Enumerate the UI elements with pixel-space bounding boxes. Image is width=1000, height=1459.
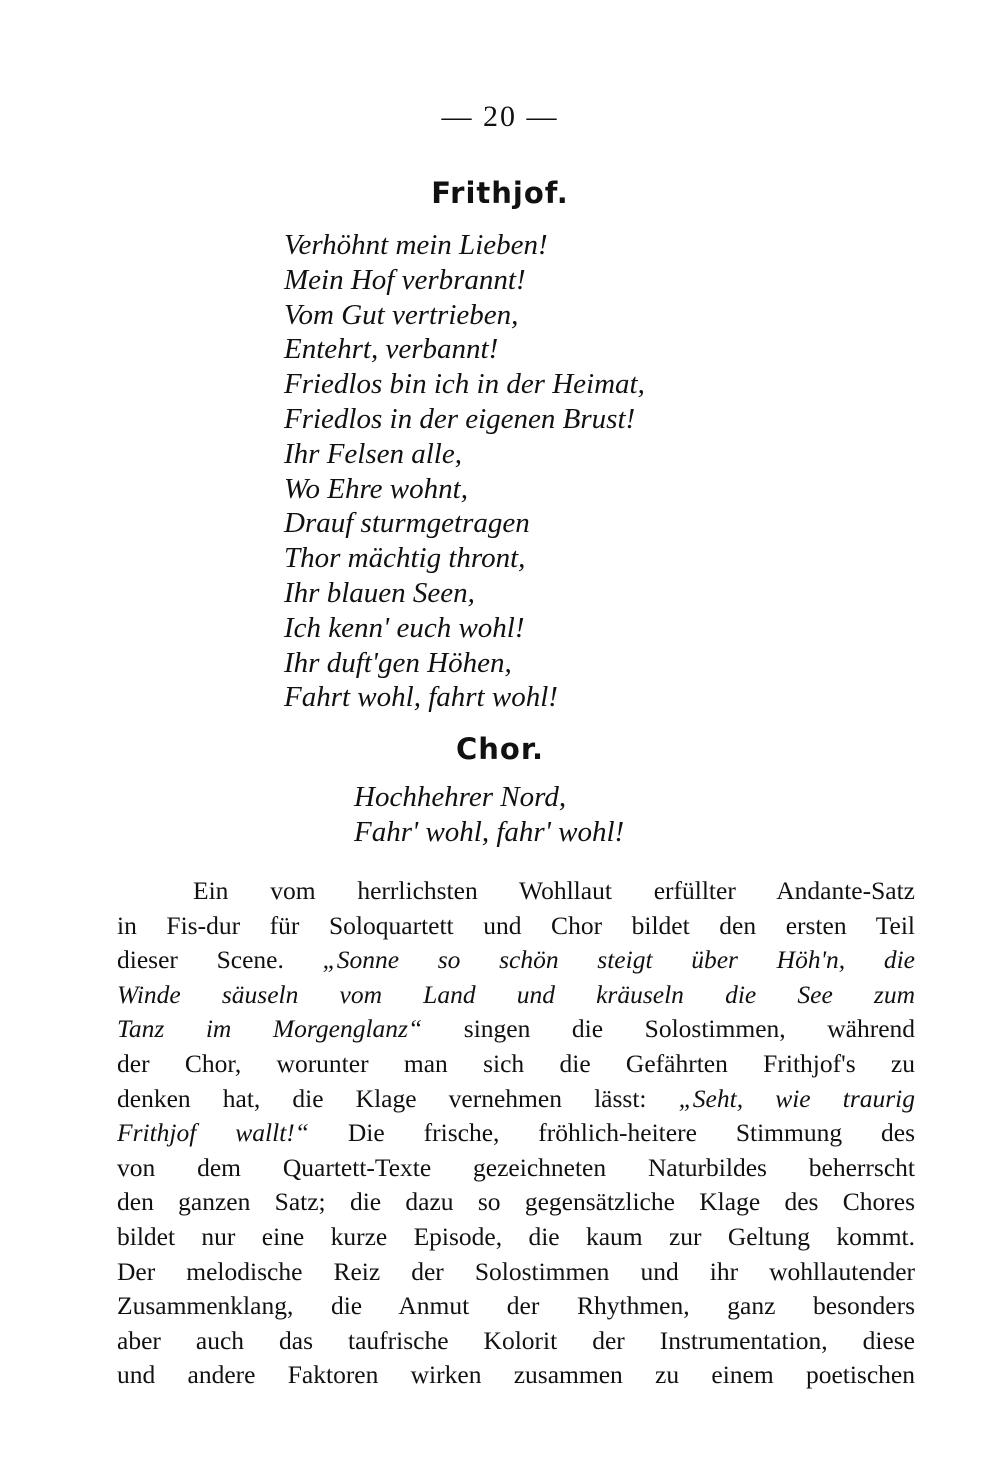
verse-line: Thor mächtig thront, — [284, 542, 526, 575]
prose-line — [117, 1185, 915, 1220]
prose-line — [117, 1082, 915, 1117]
verse-line: Vom Gut vertrieben, — [284, 298, 519, 331]
verse-line: Verhöhnt mein Lieben! — [284, 229, 548, 261]
prose-line — [117, 943, 915, 978]
quoted-lyric: „Seht, wie traurig — [678, 1083, 916, 1113]
prose-paragraph — [117, 874, 915, 1393]
prose-line — [117, 1047, 915, 1082]
verse-line: Mein Hof verbrannt! — [284, 263, 526, 296]
quoted-lyric: Tanz im Morgenglanz“ — [117, 1014, 423, 1044]
speaker-heading-chor: Chor. — [455, 732, 545, 766]
prose-line — [117, 874, 915, 909]
verse-chor — [354, 780, 624, 850]
prose-line — [117, 909, 915, 944]
speaker-heading-frithjof: Frithjof. — [431, 176, 569, 210]
prose-line — [117, 1255, 915, 1290]
quoted-lyric: „Sonne so schön steigt über Höh'n, die — [322, 945, 915, 975]
verse-line: Fahr' wohl, fahr' wohl! — [354, 815, 625, 848]
prose-text: Ein vom herrlichsten Wohllaut erfüllter Andante-Satz — [193, 876, 915, 905]
prose-text: von dem Quartett-Texte gezeichneten Naturbildes beherrscht — [117, 1152, 915, 1182]
verse-line: Drauf sturmgetragen — [284, 507, 530, 540]
prose-text: bildet nur eine kurze Episode, die kaum zur Geltung kommt. — [117, 1221, 915, 1251]
quoted-lyric: Frithjof wallt!“ — [117, 1118, 309, 1148]
prose-line — [117, 978, 915, 1013]
prose-line — [117, 1151, 915, 1186]
verse-line: Hochhehrer Nord, — [354, 781, 567, 813]
quoted-lyric: Winde säuseln vom Land und kräuseln die See zum — [117, 979, 915, 1009]
verse-line: Ihr Felsen alle, — [284, 437, 462, 470]
page-number: — 20 — — [441, 100, 559, 133]
prose-line — [117, 1324, 915, 1359]
prose-text: Zusammenklang, die Anmut der Rhythmen, ganz besonders — [117, 1291, 915, 1321]
verse-line: Ihr blauen Seen, — [284, 576, 475, 609]
prose-text: und andere Faktoren wirken zusammen zu einem poetischen — [117, 1360, 915, 1390]
verse-line: Friedlos bin ich in der Heimat, — [284, 368, 645, 401]
verse-frithjof — [284, 228, 645, 715]
verse-line: Entehrt, verbannt! — [284, 333, 499, 366]
prose-line — [117, 1012, 915, 1047]
prose-text: Der melodische Reiz der Solostimmen und ihr wohllautender — [117, 1256, 915, 1286]
verse-line: Fahrt wohl, fahrt wohl! — [284, 681, 558, 714]
verse-line: Wo Ehre wohnt, — [284, 472, 468, 505]
prose-text: singen die Solostimmen, während — [463, 1014, 916, 1044]
prose-text: der Chor, worunter man sich die Gefährten Frithjof's zu — [117, 1048, 915, 1078]
prose-line — [117, 1358, 915, 1393]
prose-text: denken hat, die Klage vernehmen lässt: — [117, 1083, 647, 1113]
prose-line — [117, 1220, 915, 1255]
prose-text: Die frische, fröhlich-heitere Stimmung des — [347, 1118, 916, 1148]
verse-line: Ihr duft'gen Höhen, — [284, 646, 512, 679]
verse-line: Ich kenn' euch wohl! — [284, 611, 525, 644]
prose-line — [117, 1116, 915, 1151]
verse-line: Friedlos in der eigenen Brust! — [284, 402, 636, 435]
prose-text: aber auch das taufrische Kolorit der Instrumentation, diese — [117, 1325, 915, 1355]
prose-text: den ganzen Satz; die dazu so gegensätzliche Klage des Chores — [117, 1187, 915, 1217]
prose-text: in Fis-dur für Soloquartett und Chor bildet den ersten Teil — [117, 910, 915, 940]
prose-line — [117, 1289, 915, 1324]
prose-text: dieser Scene. — [117, 945, 284, 975]
